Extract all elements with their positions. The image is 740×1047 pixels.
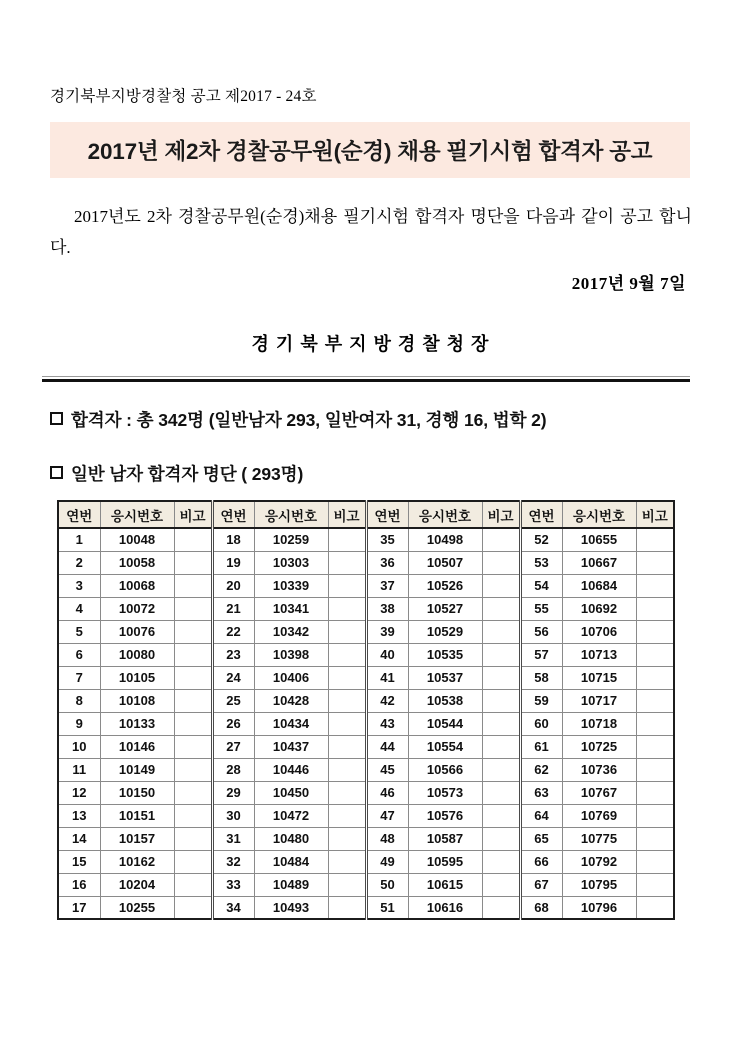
cell-exam-no: 10527 <box>408 597 482 620</box>
cell-exam-no: 10342 <box>254 620 328 643</box>
cell-exam-no: 10713 <box>562 643 636 666</box>
table-row <box>58 620 674 643</box>
cell-seq: 33 <box>212 873 254 896</box>
cell-note <box>636 827 674 850</box>
cell-note <box>482 758 520 781</box>
cell-exam-no: 10484 <box>254 850 328 873</box>
cell-seq: 47 <box>366 804 408 827</box>
table-row <box>58 896 674 919</box>
cell-seq: 39 <box>366 620 408 643</box>
cell-note <box>174 643 212 666</box>
cell-note <box>328 597 366 620</box>
table-row <box>58 758 674 781</box>
cell-seq: 64 <box>520 804 562 827</box>
cell-exam-no: 10706 <box>562 620 636 643</box>
table-row <box>58 666 674 689</box>
cell-seq: 30 <box>212 804 254 827</box>
cell-note <box>174 597 212 620</box>
cell-seq: 8 <box>58 689 100 712</box>
cell-seq: 19 <box>212 551 254 574</box>
cell-exam-no: 10157 <box>100 827 174 850</box>
cell-seq: 66 <box>520 850 562 873</box>
cell-seq: 10 <box>58 735 100 758</box>
cell-note <box>636 551 674 574</box>
cell-exam-no: 10796 <box>562 896 636 919</box>
cell-exam-no: 10526 <box>408 574 482 597</box>
cell-seq: 16 <box>58 873 100 896</box>
table-row <box>58 643 674 666</box>
cell-exam-no: 10341 <box>254 597 328 620</box>
cell-exam-no: 10204 <box>100 873 174 896</box>
cell-seq: 60 <box>520 712 562 735</box>
cell-exam-no: 10718 <box>562 712 636 735</box>
cell-note <box>174 850 212 873</box>
cell-note <box>174 574 212 597</box>
cell-seq: 62 <box>520 758 562 781</box>
cell-exam-no: 10489 <box>254 873 328 896</box>
square-bullet-icon <box>50 466 63 479</box>
cell-note <box>636 804 674 827</box>
section-divider-rule <box>42 376 690 382</box>
cell-note <box>482 551 520 574</box>
cell-note <box>482 574 520 597</box>
cell-seq: 65 <box>520 827 562 850</box>
table-row <box>58 528 674 551</box>
column-header-note: 비고 <box>636 501 674 528</box>
cell-seq: 36 <box>366 551 408 574</box>
cell-seq: 67 <box>520 873 562 896</box>
cell-note <box>328 827 366 850</box>
body-paragraph: 2017년도 2차 경찰공무원(순경)채용 필기시험 합격자 명단을 다음과 같이 공고 합니다. <box>50 207 692 257</box>
table-row <box>58 735 674 758</box>
cell-exam-no: 10725 <box>562 735 636 758</box>
cell-seq: 48 <box>366 827 408 850</box>
cell-note <box>636 643 674 666</box>
cell-seq: 1 <box>58 528 100 551</box>
cell-exam-no: 10535 <box>408 643 482 666</box>
cell-seq: 51 <box>366 896 408 919</box>
cell-note <box>482 896 520 919</box>
cell-note <box>482 873 520 896</box>
cell-note <box>636 712 674 735</box>
cell-exam-no: 10667 <box>562 551 636 574</box>
cell-exam-no: 10775 <box>562 827 636 850</box>
column-header-note: 비고 <box>482 501 520 528</box>
cell-seq: 63 <box>520 781 562 804</box>
table-row <box>58 804 674 827</box>
cell-note <box>328 781 366 804</box>
cell-note <box>174 551 212 574</box>
cell-exam-no: 10792 <box>562 850 636 873</box>
cell-seq: 58 <box>520 666 562 689</box>
column-header-note: 비고 <box>328 501 366 528</box>
cell-note <box>174 689 212 712</box>
cell-note <box>636 735 674 758</box>
cell-seq: 17 <box>58 896 100 919</box>
cell-note <box>482 781 520 804</box>
cell-note <box>328 896 366 919</box>
cell-note <box>636 689 674 712</box>
cell-note <box>636 850 674 873</box>
cell-seq: 44 <box>366 735 408 758</box>
cell-seq: 18 <box>212 528 254 551</box>
cell-seq: 31 <box>212 827 254 850</box>
cell-note <box>636 758 674 781</box>
cell-note <box>482 850 520 873</box>
cell-seq: 23 <box>212 643 254 666</box>
table-row <box>58 597 674 620</box>
cell-exam-no: 10406 <box>254 666 328 689</box>
cell-note <box>482 528 520 551</box>
cell-exam-no: 10398 <box>254 643 328 666</box>
list-heading-label: 일반 남자 합격자 명단 ( 293명) <box>71 464 304 484</box>
column-header-seq: 연번 <box>366 501 408 528</box>
cell-exam-no: 10068 <box>100 574 174 597</box>
column-header-seq: 연번 <box>58 501 100 528</box>
table-header <box>58 501 674 528</box>
cell-seq: 45 <box>366 758 408 781</box>
cell-note <box>636 528 674 551</box>
cell-seq: 21 <box>212 597 254 620</box>
cell-note <box>174 528 212 551</box>
column-header-note: 비고 <box>174 501 212 528</box>
cell-note <box>328 528 366 551</box>
cell-exam-no: 10595 <box>408 850 482 873</box>
cell-note <box>328 712 366 735</box>
page-title: 2017년 제2차 경찰공무원(순경) 채용 필기시험 합격자 공고 <box>87 139 653 164</box>
cell-exam-no: 10149 <box>100 758 174 781</box>
cell-seq: 42 <box>366 689 408 712</box>
cell-seq: 38 <box>366 597 408 620</box>
cell-exam-no: 10072 <box>100 597 174 620</box>
cell-seq: 37 <box>366 574 408 597</box>
cell-seq: 22 <box>212 620 254 643</box>
cell-exam-no: 10428 <box>254 689 328 712</box>
column-header-exam-no: 응시번호 <box>408 501 482 528</box>
cell-seq: 13 <box>58 804 100 827</box>
cell-exam-no: 10058 <box>100 551 174 574</box>
cell-seq: 34 <box>212 896 254 919</box>
summary-heading <box>50 407 547 432</box>
cell-exam-no: 10769 <box>562 804 636 827</box>
cell-exam-no: 10795 <box>562 873 636 896</box>
cell-note <box>328 643 366 666</box>
cell-note <box>174 827 212 850</box>
cell-seq: 57 <box>520 643 562 666</box>
cell-note <box>482 620 520 643</box>
cell-exam-no: 10544 <box>408 712 482 735</box>
cell-note <box>174 712 212 735</box>
cell-seq: 46 <box>366 781 408 804</box>
cell-exam-no: 10655 <box>562 528 636 551</box>
cell-exam-no: 10692 <box>562 597 636 620</box>
cell-exam-no: 10615 <box>408 873 482 896</box>
cell-seq: 50 <box>366 873 408 896</box>
issuing-authority: 경기북부지방경찰청장 <box>251 334 496 354</box>
cell-exam-no: 10150 <box>100 781 174 804</box>
table-row <box>58 781 674 804</box>
column-header-exam-no: 응시번호 <box>562 501 636 528</box>
cell-seq: 35 <box>366 528 408 551</box>
cell-note <box>174 666 212 689</box>
cell-note <box>328 804 366 827</box>
cell-exam-no: 10339 <box>254 574 328 597</box>
cell-exam-no: 10303 <box>254 551 328 574</box>
cell-exam-no: 10767 <box>562 781 636 804</box>
cell-note <box>174 873 212 896</box>
table-row <box>58 551 674 574</box>
cell-exam-no: 10684 <box>562 574 636 597</box>
cell-seq: 53 <box>520 551 562 574</box>
cell-exam-no: 10566 <box>408 758 482 781</box>
cell-seq: 20 <box>212 574 254 597</box>
column-header-seq: 연번 <box>520 501 562 528</box>
cell-exam-no: 10080 <box>100 643 174 666</box>
cell-seq: 24 <box>212 666 254 689</box>
cell-exam-no: 10255 <box>100 896 174 919</box>
column-header-seq: 연번 <box>212 501 254 528</box>
cell-note <box>174 758 212 781</box>
cell-seq: 15 <box>58 850 100 873</box>
cell-seq: 43 <box>366 712 408 735</box>
cell-seq: 25 <box>212 689 254 712</box>
cell-note <box>174 781 212 804</box>
cell-exam-no: 10616 <box>408 896 482 919</box>
cell-exam-no: 10259 <box>254 528 328 551</box>
table-header-row <box>58 501 674 528</box>
cell-exam-no: 10538 <box>408 689 482 712</box>
cell-exam-no: 10133 <box>100 712 174 735</box>
cell-seq: 61 <box>520 735 562 758</box>
cell-exam-no: 10554 <box>408 735 482 758</box>
cell-seq: 54 <box>520 574 562 597</box>
summary-heading-label: 합격자 : 총 342명 (일반남자 293, 일반여자 31, 경행 16, 법학 2) <box>71 410 547 430</box>
cell-seq: 12 <box>58 781 100 804</box>
cell-note <box>482 712 520 735</box>
cell-seq: 6 <box>58 643 100 666</box>
cell-note <box>174 896 212 919</box>
square-bullet-icon <box>50 412 63 425</box>
cell-exam-no: 10108 <box>100 689 174 712</box>
cell-seq: 9 <box>58 712 100 735</box>
cell-note <box>482 827 520 850</box>
table-body <box>58 528 674 919</box>
cell-exam-no: 10048 <box>100 528 174 551</box>
document-number: 경기북부지방경찰청 공고 제2017 - 24호 <box>50 88 317 105</box>
cell-note <box>482 689 520 712</box>
column-header-exam-no: 응시번호 <box>100 501 174 528</box>
cell-exam-no: 10076 <box>100 620 174 643</box>
cell-seq: 29 <box>212 781 254 804</box>
table-row <box>58 574 674 597</box>
cell-seq: 14 <box>58 827 100 850</box>
cell-seq: 32 <box>212 850 254 873</box>
table-row <box>58 873 674 896</box>
cell-note <box>328 620 366 643</box>
cell-seq: 55 <box>520 597 562 620</box>
cell-exam-no: 10493 <box>254 896 328 919</box>
cell-note <box>482 735 520 758</box>
cell-seq: 26 <box>212 712 254 735</box>
cell-note <box>482 597 520 620</box>
cell-exam-no: 10450 <box>254 781 328 804</box>
cell-note <box>174 620 212 643</box>
cell-note <box>636 666 674 689</box>
cell-seq: 27 <box>212 735 254 758</box>
cell-note <box>174 804 212 827</box>
cell-exam-no: 10434 <box>254 712 328 735</box>
cell-seq: 2 <box>58 551 100 574</box>
table-row <box>58 827 674 850</box>
cell-note <box>636 620 674 643</box>
cell-exam-no: 10151 <box>100 804 174 827</box>
cell-seq: 68 <box>520 896 562 919</box>
cell-note <box>328 551 366 574</box>
cell-exam-no: 10105 <box>100 666 174 689</box>
cell-note <box>636 873 674 896</box>
cell-seq: 41 <box>366 666 408 689</box>
cell-exam-no: 10529 <box>408 620 482 643</box>
cell-note <box>482 804 520 827</box>
cell-exam-no: 10576 <box>408 804 482 827</box>
cell-seq: 28 <box>212 758 254 781</box>
cell-note <box>636 597 674 620</box>
cell-seq: 4 <box>58 597 100 620</box>
table-row <box>58 712 674 735</box>
cell-note <box>482 643 520 666</box>
cell-note <box>328 735 366 758</box>
cell-note <box>636 781 674 804</box>
cell-seq: 52 <box>520 528 562 551</box>
cell-seq: 7 <box>58 666 100 689</box>
cell-note <box>482 666 520 689</box>
cell-exam-no: 10146 <box>100 735 174 758</box>
cell-exam-no: 10507 <box>408 551 482 574</box>
cell-seq: 5 <box>58 620 100 643</box>
title-banner <box>50 122 690 178</box>
cell-note <box>328 689 366 712</box>
cell-exam-no: 10437 <box>254 735 328 758</box>
list-heading <box>50 461 303 486</box>
cell-seq: 59 <box>520 689 562 712</box>
cell-exam-no: 10446 <box>254 758 328 781</box>
table-row <box>58 689 674 712</box>
cell-note <box>636 574 674 597</box>
cell-exam-no: 10587 <box>408 827 482 850</box>
cell-seq: 3 <box>58 574 100 597</box>
cell-exam-no: 10480 <box>254 827 328 850</box>
table-row <box>58 850 674 873</box>
cell-exam-no: 10498 <box>408 528 482 551</box>
cell-exam-no: 10162 <box>100 850 174 873</box>
cell-seq: 11 <box>58 758 100 781</box>
cell-seq: 49 <box>366 850 408 873</box>
cell-note <box>328 758 366 781</box>
cell-exam-no: 10736 <box>562 758 636 781</box>
issue-date: 2017년 9월 7일 <box>571 274 686 293</box>
cell-seq: 56 <box>520 620 562 643</box>
cell-exam-no: 10472 <box>254 804 328 827</box>
cell-seq: 40 <box>366 643 408 666</box>
column-header-exam-no: 응시번호 <box>254 501 328 528</box>
cell-exam-no: 10717 <box>562 689 636 712</box>
cell-note <box>636 896 674 919</box>
successful-candidates-table <box>57 500 675 920</box>
cell-exam-no: 10573 <box>408 781 482 804</box>
cell-note <box>174 735 212 758</box>
cell-note <box>328 873 366 896</box>
cell-note <box>328 850 366 873</box>
cell-note <box>328 574 366 597</box>
cell-exam-no: 10715 <box>562 666 636 689</box>
cell-note <box>328 666 366 689</box>
cell-exam-no: 10537 <box>408 666 482 689</box>
